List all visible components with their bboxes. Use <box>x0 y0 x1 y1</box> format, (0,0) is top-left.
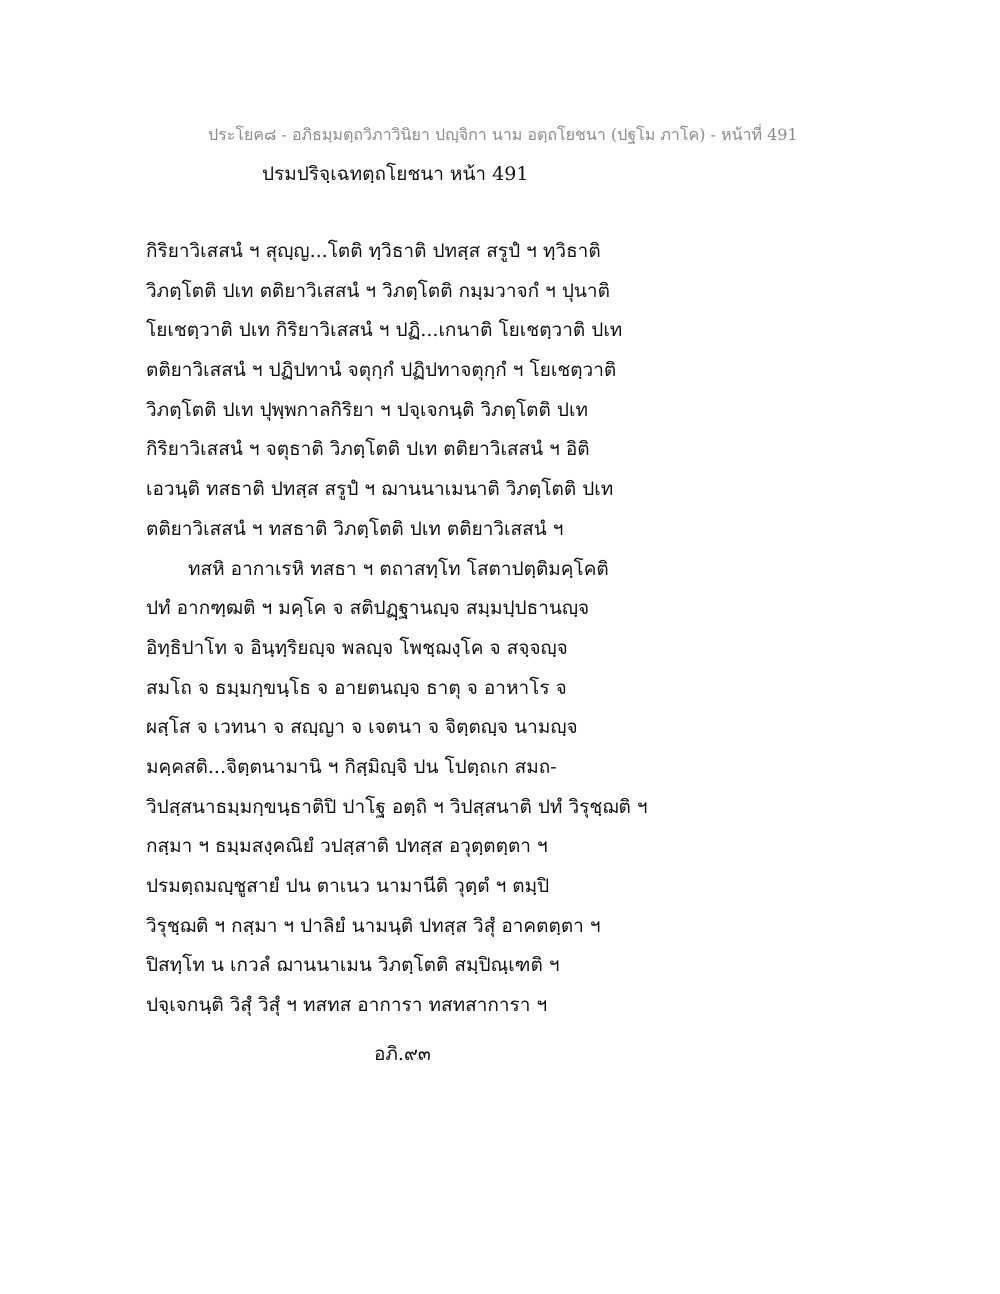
text-line: ปทํ อากฑฺฒติ ฯ มคฺโค จ สติปฏฺฐานญฺจ สมฺมปฺปธานญฺจ <box>146 597 590 620</box>
text-line: มคฺคสติ...จิตฺตนามานิ ฯ กิสฺมิญฺจิ ปน โปตฺถเก สมถ- <box>146 755 557 778</box>
paragraph-start-line: ทสหิ อากาเรหิ ทสธา ฯ ตถาสทฺโท โสตาปตฺติมคฺโคติ <box>188 557 609 580</box>
page-footer-mark: อภิ.๙๓ <box>374 1043 431 1065</box>
text-line: ปจฺเจกนฺติ วิสุํ วิสุํ ฯ ทสทส อาการา ทสทสาการา ฯ <box>146 994 548 1017</box>
text-line: ปรมตฺถมญฺชูสายํ ปน ตาเนว นามานีติ วุตฺตํ ฯ ตมฺปิ <box>146 875 550 897</box>
text-line: กิริยาวิเสสนํ ฯ จตุธาติ วิภตฺโตติ ปเท ตติยาวิเสสนํ ฯ อิติ <box>146 438 590 461</box>
text-line: อิทฺธิปาโท จ อินฺทฺริยญฺจ พลญฺจ โพชฺฌงฺโค จ สจฺจญฺจ <box>146 636 568 659</box>
body-text <box>146 232 866 1026</box>
text-line: วิภตฺโตติ ปเท ปุพฺพกาลกิริยา ฯ ปจฺเจกนฺติ วิภตฺโตติ ปเท <box>146 398 588 421</box>
text-line: กิริยาวิเสสนํ ฯ สุญฺญ...โตติ ทฺวิธาติ ปทสฺส สรูปํ ฯ ทฺวิธาติ <box>146 240 601 262</box>
text-line: เอวนฺติ ทสธาติ ปทสฺส สรูปํ ฯ ฌานนาเมนาติ วิภตฺโตติ ปเท <box>146 478 614 501</box>
running-header: ประโยค๘ - อภิธมฺมตฺถวิภาวินิยา ปญฺจิกา นาม อตฺถโยชนา (ปฐโม ภาโค) - หน้าที่ 491 <box>208 125 798 144</box>
text-line: ตติยาวิเสสนํ ฯ ทสธาติ วิภตฺโตติ ปเท ตติยาวิเสสนํ ฯ <box>146 517 564 540</box>
text-line: วิปสฺสนาธมฺมกฺขนฺธาติปิ ปาโฐ อตฺถิ ฯ วิปสฺสนาติ ปทํ วิรุชฺฌติ ฯ <box>146 795 648 818</box>
text-line: กสฺมา ฯ ธมฺมสงฺคณิยํ วปสฺสาติ ปทสฺส อวุตฺตตฺตา ฯ <box>146 835 548 858</box>
text-line: ปิสทฺโท น เกวลํ ฌานนาเมน วิภตฺโตติ สมฺปิณฺเฑติ ฯ <box>146 954 560 977</box>
text-line: สมโถ จ ธมฺมกฺขนฺโธ จ อายตนญฺจ ธาตุ จ อาหาโร จ <box>146 676 567 699</box>
text-line: โยเชตฺวาติ ปเท กิริยาวิเสสนํ ฯ ปฏิ...เกนาติ โยเชตฺวาติ ปเท <box>146 319 623 342</box>
section-title: ปรมปริจฺเฉทตฺถโยชนา หน้า 491 <box>262 163 529 185</box>
text-line: วิรุชฺฌติ ฯ กสฺมา ฯ ปาลิยํ นามนฺติ ปทสฺส วิสุํ อาคตตฺตา ฯ <box>146 914 601 937</box>
text-line: ผสฺโส จ เวทนา จ สญฺญา จ เจตนา จ จิตฺตญฺจ นามญฺจ <box>146 716 578 739</box>
text-line: ตติยาวิเสสนํ ฯ ปฏิปทานํ จตุกฺกํ ปฏิปทาจตุกฺกํ ฯ โยเชตฺวาติ <box>146 359 617 382</box>
text-line: วิภตฺโตติ ปเท ตติยาวิเสสนํ ฯ วิภตฺโตติ กมฺมวาจกํ ฯ ปุนาติ <box>146 279 610 302</box>
